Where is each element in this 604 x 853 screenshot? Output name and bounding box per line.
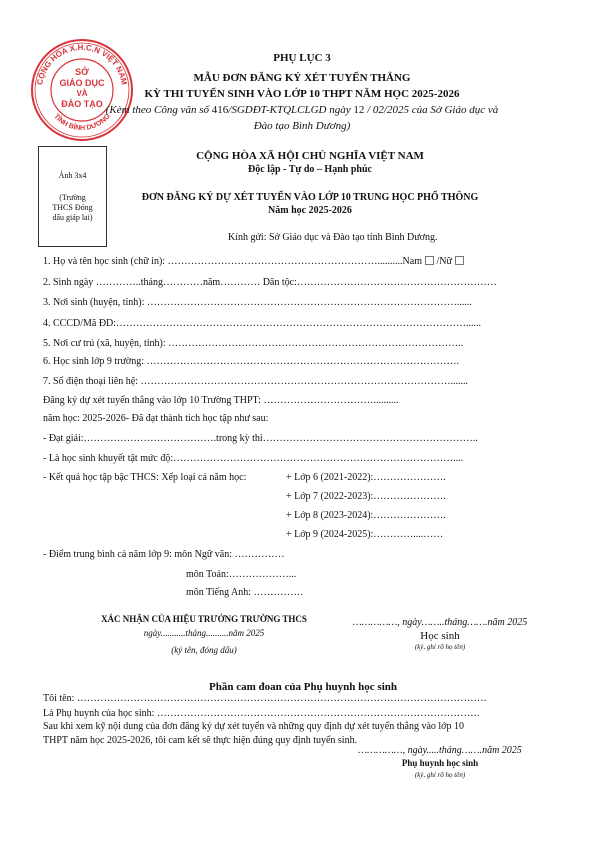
- application-title: ĐƠN ĐĂNG KÝ DỰ XÉT TUYỂN VÀO LỚP 10 TRUNG HỌC PHỔ THÔNG: [141, 192, 479, 203]
- doc-day: 12: [353, 104, 365, 116]
- field-phone[interactable]: 7. Số điện thoại liên hệ: ………………………………………………………………………………….......: [43, 376, 468, 387]
- field-disability[interactable]: - Là học sinh khuyết tật mức độ:…………………………………………………………………………....: [43, 453, 464, 464]
- parent-sign-title: Phụ huynh học sinh: [401, 758, 479, 768]
- photo-note-2: THCS Đóng: [52, 203, 93, 212]
- register-note: năm học: 2025-2026- Đã đạt thành tích học tập như sau:: [43, 413, 269, 424]
- photo-label: Ảnh 3x4: [58, 171, 87, 180]
- field-grade-9[interactable]: + Lớp 9 (2024-2025):…………....……: [286, 529, 444, 540]
- parent-commitment-2: THPT năm học 2025-2026, tôi cam kết sẽ thực hiện đúng quy định tuyển sinh.: [43, 735, 358, 746]
- field-avg-literature[interactable]: - Điểm trung bình cả năm lớp 9: môn Ngữ văn: ……………: [43, 549, 285, 560]
- form-title-1: MẪU ĐƠN ĐĂNG KÝ XÉT TUYỂN THẲNG: [193, 72, 411, 84]
- parent-heading: Phần cam đoan của Phụ huynh học sinh: [209, 681, 397, 693]
- field-avg-math[interactable]: môn Toán:………………...: [186, 569, 297, 580]
- field-parent-of[interactable]: Là Phụ huynh của học sinh: …………………………………………………………………………………….: [43, 708, 480, 719]
- student-sign-note: (ký, ghi rõ họ tên): [414, 643, 466, 651]
- principal-title: XÁC NHẬN CỦA HIỆU TRƯỞNG TRƯỜNG THCS: [101, 614, 307, 624]
- field-avg-english[interactable]: môn Tiếng Anh: ……………: [186, 587, 304, 598]
- field-register-school[interactable]: Đăng ký dự xét tuyển thẳng vào lớp 10 Trường THPT: ……………………………..........: [43, 395, 399, 406]
- results-label: - Kết quả học tập bậc THCS: Xếp loại cả năm học:: [43, 472, 247, 483]
- parent-sign-date: ……………, ngày.....tháng…….năm 2025: [358, 745, 522, 756]
- female-checkbox[interactable]: [455, 256, 464, 265]
- photo-note-1: (Trường: [59, 193, 86, 202]
- stamp-line-4: ĐÀO TẠO: [61, 99, 103, 109]
- student-sign-title: Học sinh: [420, 630, 460, 642]
- national-title: CỘNG HÒA XÃ HỘI CHỦ NGHĨA VIỆT NAM: [196, 150, 424, 162]
- field-id-number[interactable]: 4. CCCD/Mã ĐD:……………………………………………………………………………………………......: [43, 318, 482, 329]
- field-date-of-birth[interactable]: 2. Sinh ngày …………..tháng…………năm………… Dân tộc:……………………………………………………: [43, 277, 497, 288]
- stamp-bottom-text: TỈNH BÌNH DƯƠNG: [52, 113, 112, 133]
- recipient-line: Kính gửi: Sở Giáo dục và Đào tạo tỉnh Bình Dương.: [228, 232, 438, 243]
- principal-note: (ký tên, đóng dấu): [171, 645, 237, 655]
- appendix-label: PHỤ LỤC 3: [273, 52, 331, 64]
- application-year: Năm học 2025-2026: [268, 205, 352, 216]
- photo-box: [38, 146, 107, 247]
- national-motto: Độc lập - Tự do – Hạnh phúc: [248, 164, 372, 175]
- stamp-line-1: SỞ: [75, 67, 89, 77]
- principal-date: ngày...........tháng..........năm 2025: [143, 628, 265, 638]
- parent-commitment-1: Sau khi xem kỹ nội dung của đơn đăng ký dự xét tuyển và những quy định dự xét tuyển thẳng vào lớp 10: [43, 721, 464, 732]
- field-award[interactable]: - Đạt giải:………………………………….trong kỳ thi………………………………………………………..: [43, 433, 478, 444]
- stamp-ring-text: CỘNG HÒA X.H.C.N VIỆT NAM: [35, 42, 129, 86]
- attachment-note-1: (Kèm theo Công văn số 416/SGDĐT-KTQLCLGD ngày 12 / 02/2025 của Sở Giáo dục và: [105, 104, 499, 116]
- field-birthplace[interactable]: 3. Nơi sinh (huyện, tỉnh): …………………………………………………………………………………......: [43, 297, 472, 308]
- stamp-line-2: GIÁO DỤC: [59, 78, 105, 88]
- field-residence[interactable]: 5. Nơi cư trú (xã, huyện, tỉnh): ……………………………………………………………………………..: [43, 338, 464, 349]
- field-student-name[interactable]: 1. Họ và tên học sinh (chữ in): ………………………………………………………..........Nam /Nữ: [43, 256, 464, 268]
- form-title-2: KỲ THI TUYỂN SINH VÀO LỚP 10 THPT NĂM HỌC 2025-2026: [144, 88, 460, 100]
- male-checkbox[interactable]: [425, 256, 434, 265]
- photo-note-3: dấu giáp lai): [52, 213, 93, 222]
- field-grade-7[interactable]: + Lớp 7 (2022-2023):………………….: [286, 491, 446, 502]
- student-sign-date: ……………, ngày……..tháng…….năm 2025: [352, 617, 528, 628]
- parent-sign-note: (ký, ghi rõ họ tên): [414, 771, 466, 779]
- attachment-note-2: Đào tạo Bình Dương): [253, 120, 351, 132]
- field-parent-name[interactable]: Tôi tên: ……………………………………………………………………………………………………………: [43, 693, 487, 704]
- doc-number: 416: [211, 104, 229, 116]
- stamp-line-3: VÀ: [76, 89, 88, 98]
- field-grade-6[interactable]: + Lớp 6 (2021-2022):………………….: [286, 472, 446, 483]
- field-grade-8[interactable]: + Lớp 8 (2023-2024):………………….: [286, 510, 446, 521]
- field-school[interactable]: 6. Học sinh lớp 9 trường: ………………………………………………………………………………….: [43, 356, 459, 367]
